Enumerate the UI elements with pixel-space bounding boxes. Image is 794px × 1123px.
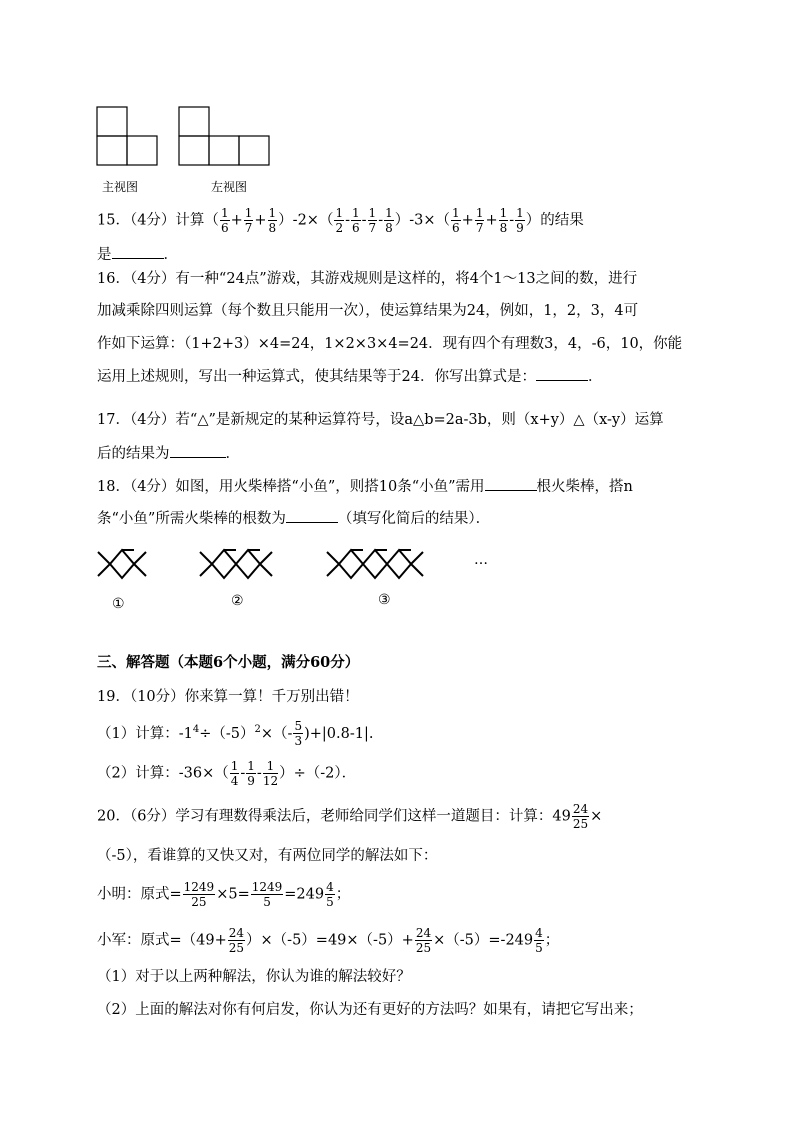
section3-title: 三、解答题（本题6个小题，满分60分） xyxy=(97,654,360,671)
q16-line4: 运用上述规则，写出一种运算式，使其结果等于24．你写出算式是： ． xyxy=(97,369,603,385)
q20-line2: （-5），看谁算的又快又对，有两位同学的解法如下： xyxy=(97,848,438,864)
q16-line3: 作如下运算：（1+2+3）×4=24，1×2×3×4=24．现有四个有理数3，4，-6，10，你能 xyxy=(97,336,683,352)
q17-line1: 17．（4分）若“△”是新规定的某种运算符号，设a△b=2a-3b，则（x+y）△（x-y）运算 xyxy=(97,412,664,428)
q18-line2: 条“小鱼”所需火柴棒的根数为 （填写化简后的结果）． xyxy=(97,511,491,527)
q20-sub1: （1）对于以上两种解法，你认为谁的解法较好？ xyxy=(97,969,411,985)
q16-line2: 加减乘除四则运算（每个数且只能用一次），使运算结果为24，例如，1，2，3，4可 xyxy=(97,303,639,319)
fish-figure-3 xyxy=(325,542,455,584)
fish-figure-1 xyxy=(96,544,156,584)
fish-figure-2 xyxy=(198,542,290,584)
fish-figure-ellipsis: … xyxy=(474,552,488,568)
q17-answer-blank[interactable] xyxy=(170,445,226,458)
q19-part1: （1）计算：$-1^4\div(-5)^2\times(-$ $\frac{5}{3}$ )+|0.8-1|. xyxy=(97,719,374,749)
fish-label-2: ② xyxy=(231,593,244,609)
q15-line2: 是 ． xyxy=(97,247,178,263)
front-view-figure xyxy=(96,106,160,168)
q20-line1: 20．（6分）学习有理数得乘法后，老师给同学们这样一道题目：计算：49 $\frac{24}{25}$ × xyxy=(97,802,603,831)
fish-label-1: ① xyxy=(112,596,125,612)
fish-label-3: ③ xyxy=(378,592,391,608)
front-view-label: 主视图 xyxy=(102,180,139,194)
left-view-figure xyxy=(178,106,272,168)
q19-line1: 19．（10分）你来算一算！千万别出错！ xyxy=(97,689,359,705)
q20-sub2: （2）上面的解法对你有何启发，你认为还有更好的方法吗？如果有，请把它写出来； xyxy=(97,1002,643,1018)
q18-line1: 18．（4分）如图，用火柴棒搭“小鱼”，则搭10条“小鱼”需用 根火柴棒，搭n xyxy=(97,479,633,495)
q18-answer-blank-2[interactable] xyxy=(286,510,338,523)
q16-line1: 16．（4分）有一种“24点”游戏，其游戏规则是这样的，将4个1～13之间的数，进行 xyxy=(97,271,638,287)
q18-answer-blank-1[interactable] xyxy=(485,478,537,491)
q20-xiaojun: 小军：原式=（49+ $\frac{24}{25}$ ）×（-5）=49×（-5）+ $\frac{24}{25}$ ×（-5）=-249 $\frac{4}{5}$ ； xyxy=(97,926,560,955)
q16-answer-blank[interactable] xyxy=(536,368,588,381)
left-view-label: 左视图 xyxy=(211,180,248,194)
q19-part2: （2）计算：-36×（ $\frac{1}{4}$ - $\frac{1}{9}$ - $\frac{1}{12}$ ）÷（-2）． xyxy=(97,759,357,788)
q17-line2: 后的结果为 ． xyxy=(97,446,240,462)
q20-xiaoming: 小明：原式= $\frac{1249}{25}$ ×5= $\frac{1249}{5}$ =249 $\frac{4}{5}$ ； xyxy=(97,880,351,909)
q15-line1: 15．（4分）计算（ $\frac{1}{6}$ + $\frac{1}{7}$ + $\frac{1}{8}$ ）-2×（ $\frac{1}{2}$ - $\frac{1}{6}$ - $\frac{1}{7}$ - $\frac{1}{8}$ ）-3×（ $\frac{1}{6}$ + $\frac{1}{7}$ + $\frac{1}{8}$ - $\frac{1}{9}$ ）的结果 xyxy=(97,206,584,235)
q15-answer-blank[interactable] xyxy=(112,246,164,259)
